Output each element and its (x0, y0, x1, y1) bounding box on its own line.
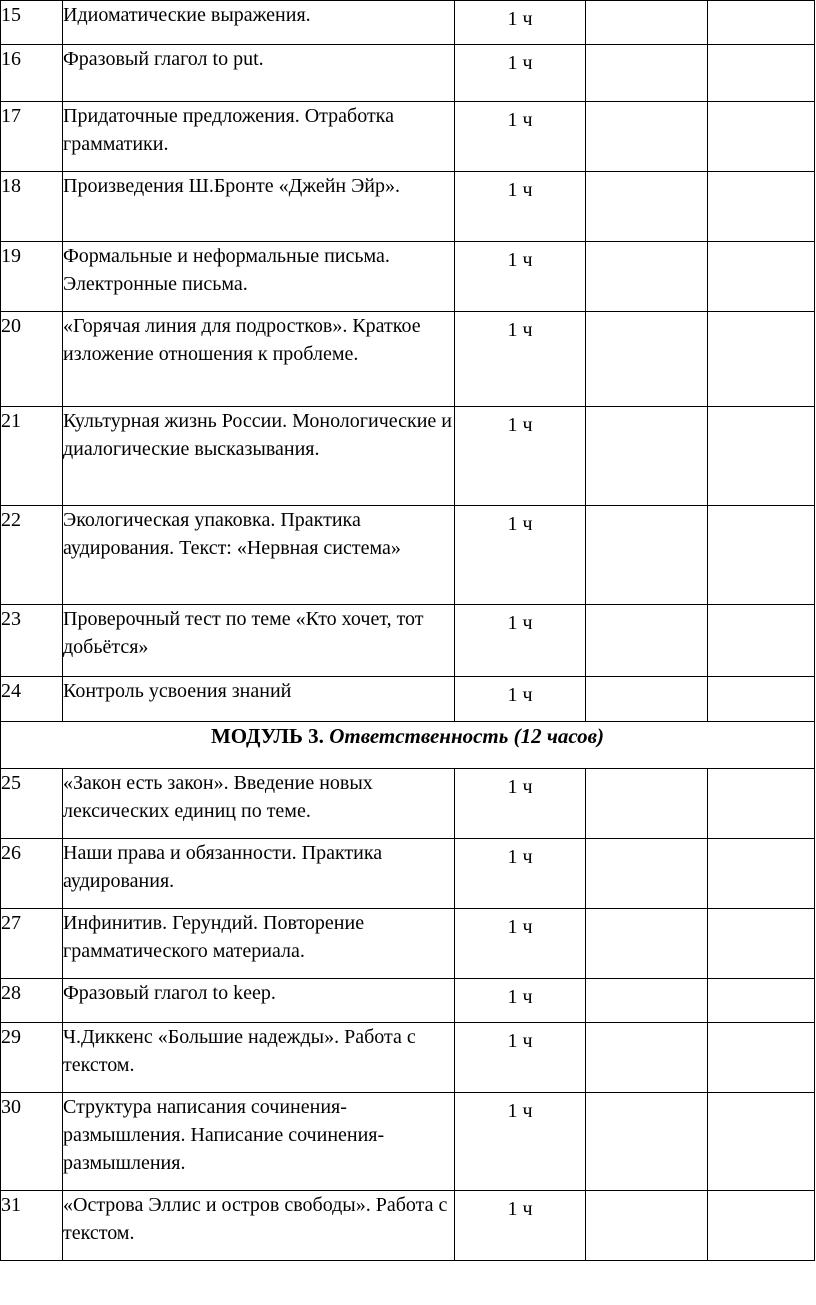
lesson-hours: 1 ч (507, 52, 533, 74)
lesson-hours-cell (455, 45, 586, 102)
empty-cell (708, 45, 815, 102)
empty-cell (586, 605, 708, 677)
module-header-row (1, 722, 815, 769)
table-row (1, 839, 815, 909)
table-row (1, 312, 815, 407)
empty-cell (708, 769, 815, 839)
lesson-number: 21 (1, 407, 63, 506)
lesson-topic: Проверочный тест по теме «Кто хочет, тот добьётся» (63, 605, 455, 677)
lesson-number: 20 (1, 312, 63, 407)
lesson-hours-cell (455, 102, 586, 172)
empty-cell (708, 506, 815, 605)
lesson-hours: 1 ч (507, 684, 533, 706)
lesson-hours-cell (455, 839, 586, 909)
empty-cell (708, 1093, 815, 1191)
empty-cell (708, 407, 815, 506)
empty-cell (586, 1, 708, 45)
empty-cell (708, 839, 815, 909)
lesson-number: 18 (1, 172, 63, 242)
lesson-number: 24 (1, 677, 63, 722)
lesson-hours-cell (455, 506, 586, 605)
lesson-topic: Формальные и неформальные письма. Электронные письма. (63, 242, 455, 312)
lesson-topic: «Острова Эллис и остров свободы». Работа с текстом. (63, 1191, 455, 1261)
module-title: Ответственность (12 часов) (329, 724, 605, 748)
lesson-hours: 1 ч (507, 8, 533, 30)
lesson-topic: Наши права и обязанности. Практика аудирования. (63, 839, 455, 909)
lesson-topic: «Горячая линия для подростков». Краткое изложение отношения к проблеме. (63, 312, 455, 407)
lesson-hours: 1 ч (507, 846, 533, 868)
lesson-number: 27 (1, 909, 63, 979)
lesson-hours-cell (455, 1093, 586, 1191)
empty-cell (586, 242, 708, 312)
empty-cell (586, 839, 708, 909)
empty-cell (586, 769, 708, 839)
empty-cell (708, 1023, 815, 1093)
table-row (1, 242, 815, 312)
lesson-hours: 1 ч (507, 179, 533, 201)
empty-cell (708, 605, 815, 677)
table-row (1, 102, 815, 172)
table-row (1, 909, 815, 979)
empty-cell (586, 102, 708, 172)
lesson-topic: Инфинитив. Герундий. Повторение грамматического материала. (63, 909, 455, 979)
table-row (1, 979, 815, 1023)
lesson-topic: Культурная жизнь России. Монологические и диалогические высказывания. (63, 407, 455, 506)
empty-cell (586, 172, 708, 242)
table-row (1, 677, 815, 722)
empty-cell (708, 312, 815, 407)
table-row (1, 769, 815, 839)
lesson-hours-cell (455, 242, 586, 312)
module-heading (1, 722, 815, 769)
lesson-hours: 1 ч (507, 414, 533, 436)
lesson-number: 26 (1, 839, 63, 909)
lesson-hours-cell (455, 1023, 586, 1093)
lesson-hours: 1 ч (507, 109, 533, 131)
empty-cell (708, 172, 815, 242)
empty-cell (586, 909, 708, 979)
empty-cell (708, 1191, 815, 1261)
empty-cell (708, 102, 815, 172)
lesson-hours-cell (455, 407, 586, 506)
empty-cell (586, 45, 708, 102)
lesson-number: 29 (1, 1023, 63, 1093)
lesson-number: 31 (1, 1191, 63, 1261)
lesson-hours-cell (455, 605, 586, 677)
lesson-topic: Экологическая упаковка. Практика аудирования. Текст: «Нервная система» (63, 506, 455, 605)
empty-cell (586, 1023, 708, 1093)
lesson-number: 17 (1, 102, 63, 172)
lesson-hours: 1 ч (507, 1100, 533, 1122)
empty-cell (586, 312, 708, 407)
table-row (1, 1093, 815, 1191)
lesson-number: 19 (1, 242, 63, 312)
table-row (1, 407, 815, 506)
lesson-number: 15 (1, 1, 63, 45)
lesson-hours: 1 ч (507, 916, 533, 938)
lesson-topic: Контроль усвоения знаний (63, 677, 455, 722)
empty-cell (708, 1, 815, 45)
empty-cell (708, 909, 815, 979)
lesson-topic: Ч.Диккенс «Большие надежды». Работа с текстом. (63, 1023, 455, 1093)
empty-cell (586, 1093, 708, 1191)
lesson-topic: Структура написания сочинения-размышления. Написание сочинения-размышления. (63, 1093, 455, 1191)
lesson-number: 23 (1, 605, 63, 677)
table-row (1, 1023, 815, 1093)
lesson-topic: Фразовый глагол to put. (63, 45, 455, 102)
lesson-number: 25 (1, 769, 63, 839)
empty-cell (586, 407, 708, 506)
empty-cell (586, 1191, 708, 1261)
lesson-topic: Произведения Ш.Бронте «Джейн Эйр». (63, 172, 455, 242)
empty-cell (708, 242, 815, 312)
lesson-number: 28 (1, 979, 63, 1023)
lesson-hours: 1 ч (507, 776, 533, 798)
lesson-number: 30 (1, 1093, 63, 1191)
lesson-hours: 1 ч (507, 986, 533, 1008)
lesson-number: 16 (1, 45, 63, 102)
lesson-hours-cell (455, 1191, 586, 1261)
lesson-hours-cell (455, 677, 586, 722)
table-row (1, 45, 815, 102)
lesson-hours-cell (455, 172, 586, 242)
empty-cell (586, 506, 708, 605)
lesson-hours: 1 ч (507, 249, 533, 271)
lesson-number: 22 (1, 506, 63, 605)
lesson-topic: Придаточные предложения. Отработка грамматики. (63, 102, 455, 172)
lesson-hours-cell (455, 769, 586, 839)
lesson-topic: «Закон есть закон». Введение новых лексических единиц по теме. (63, 769, 455, 839)
lesson-hours-cell (455, 1, 586, 45)
table-row (1, 1, 815, 45)
table-row (1, 172, 815, 242)
lesson-hours-cell (455, 909, 586, 979)
empty-cell (586, 979, 708, 1023)
lesson-hours: 1 ч (507, 612, 533, 634)
table-row (1, 506, 815, 605)
lesson-hours: 1 ч (507, 513, 533, 535)
empty-cell (708, 979, 815, 1023)
table-row (1, 1191, 815, 1261)
table-row (1, 605, 815, 677)
lesson-hours: 1 ч (507, 319, 533, 341)
lesson-hours-cell (455, 979, 586, 1023)
lesson-topic: Идиоматические выражения. (63, 1, 455, 45)
module-label: МОДУЛЬ 3. (210, 724, 324, 748)
lesson-hours: 1 ч (507, 1198, 533, 1220)
lesson-topic: Фразовый глагол to keep. (63, 979, 455, 1023)
empty-cell (708, 677, 815, 722)
lesson-hours-cell (455, 312, 586, 407)
lesson-hours: 1 ч (507, 1030, 533, 1052)
empty-cell (586, 677, 708, 722)
